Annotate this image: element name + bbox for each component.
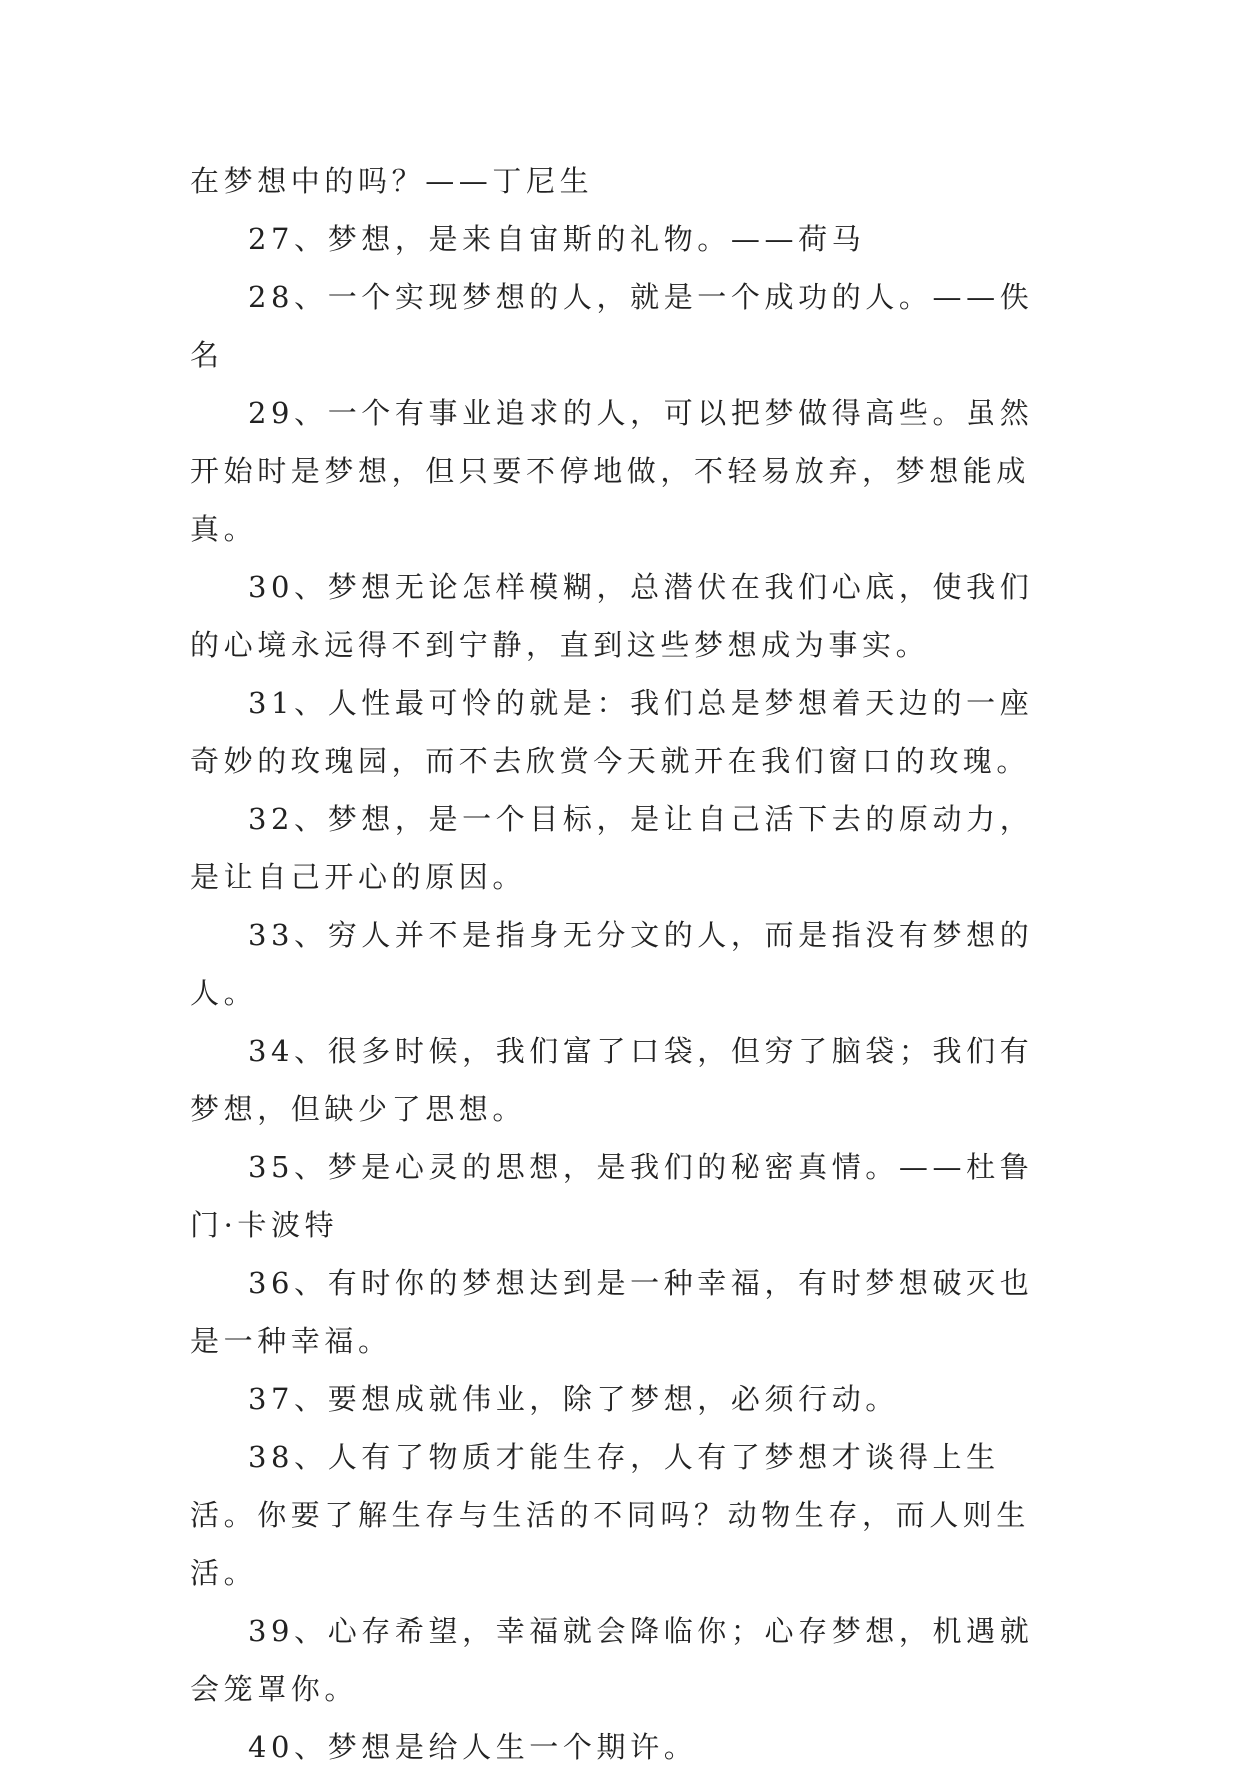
paragraph: 35、梦是心灵的思想，是我们的秘密真情。——杜鲁门·卡波特 [190,1150,1034,1242]
paragraph: 37、要想成就伟业，除了梦想，必须行动。 [248,1382,899,1416]
paragraph: 40、梦想是给人生一个期许。 [248,1730,698,1764]
paragraph: 28、一个实现梦想的人，就是一个成功的人。——佚名 [190,280,1034,372]
paragraph: 在梦想中的吗？——丁尼生 [190,164,594,198]
paragraph: 36、有时你的梦想达到是一种幸福，有时梦想破灭也是一种幸福。 [190,1266,1034,1358]
document-body [190,152,1060,1776]
paragraph: 30、梦想无论怎样模糊，总潜伏在我们心底，使我们的心境永远得不到宁静，直到这些梦想成为事实。 [190,570,1034,662]
paragraph: 34、很多时候，我们富了口袋，但穷了脑袋；我们有梦想，但缺少了思想。 [190,1034,1034,1126]
paragraph: 29、一个有事业追求的人，可以把梦做得高些。虽然开始时是梦想，但只要不停地做，不轻易放弃，梦想能成真。 [190,396,1034,546]
paragraph: 33、穷人并不是指身无分文的人，而是指没有梦想的人。 [190,918,1034,1010]
paragraph: 38、人有了物质才能生存，人有了梦想才谈得上生活。你要了解生存与生活的不同吗？动物生存，而人则生活。 [190,1440,1031,1590]
paragraph: 39、心存希望，幸福就会降临你；心存梦想，机遇就会笼罩你。 [190,1614,1034,1706]
paragraph: 27、梦想，是来自宙斯的礼物。——荷马 [248,222,866,256]
paragraph: 32、梦想，是一个目标，是让自己活下去的原动力，是让自己开心的原因。 [190,802,1034,894]
paragraph: 31、人性最可怜的就是：我们总是梦想着天边的一座奇妙的玫瑰园，而不去欣赏今天就开在我们窗口的玫瑰。 [190,686,1034,778]
